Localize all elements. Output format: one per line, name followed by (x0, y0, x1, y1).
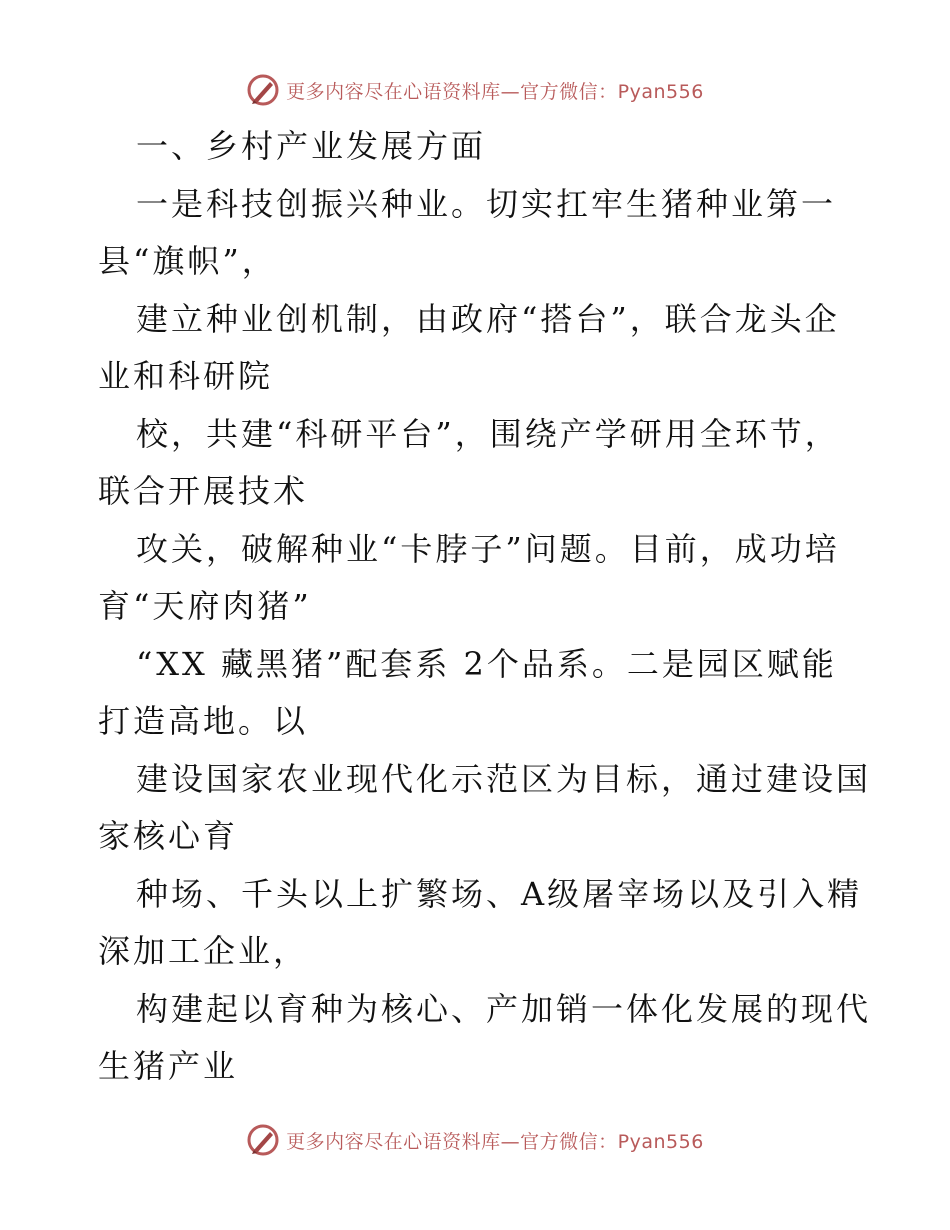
body-line: 建立种业创机制，由政府“搭台”，联合龙头企 (136, 299, 840, 338)
body-line: 一、乡村产业发展方面 (136, 127, 487, 165)
body-line: 攻关，破解种业“卡脖子”问题。目前，成功培 (136, 529, 840, 568)
body-line: 深加工企业， (98, 932, 309, 970)
body-line: 一是科技创振兴种业。切实扛牢生猪种业第一 (136, 184, 837, 223)
body-line: 联合开展技术 (98, 472, 309, 510)
body-line: 构建起以育种为核心、产加销一体化发展的现代 (136, 989, 872, 1028)
body-line: 生猪产业 (98, 1047, 239, 1085)
body-line: 业和科研院 (98, 357, 274, 395)
body-line: 校，共建“科研平台”，围绕产学研用全环节， (136, 414, 840, 453)
header-watermark-banner (0, 70, 950, 110)
body-line: “XX 藏黑猪”配套系 2个品系。二是园区赋能 (136, 644, 837, 683)
footer-watermark-banner (0, 1120, 950, 1160)
watermark-text: 更多内容尽在心语资料库—官方微信：Pyan556 (286, 80, 704, 103)
body-line: 种场、千头以上扩繁场、A级屠宰场以及引入精 (136, 874, 863, 913)
red-pen-circle-logo-icon (246, 73, 280, 107)
watermark-text: 更多内容尽在心语资料库—官方微信：Pyan556 (286, 1130, 704, 1153)
body-line: 打造高地。以 (98, 702, 309, 740)
body-line: 建设国家农业现代化示范区为目标，通过建设国 (136, 759, 872, 798)
red-pen-circle-logo-icon (246, 1123, 280, 1157)
body-line: 育“天府肉猪” (98, 587, 312, 625)
body-line: 县“旗帜”， (98, 242, 277, 280)
body-line: 家核心育 (98, 817, 239, 855)
document-body (98, 118, 872, 1096)
